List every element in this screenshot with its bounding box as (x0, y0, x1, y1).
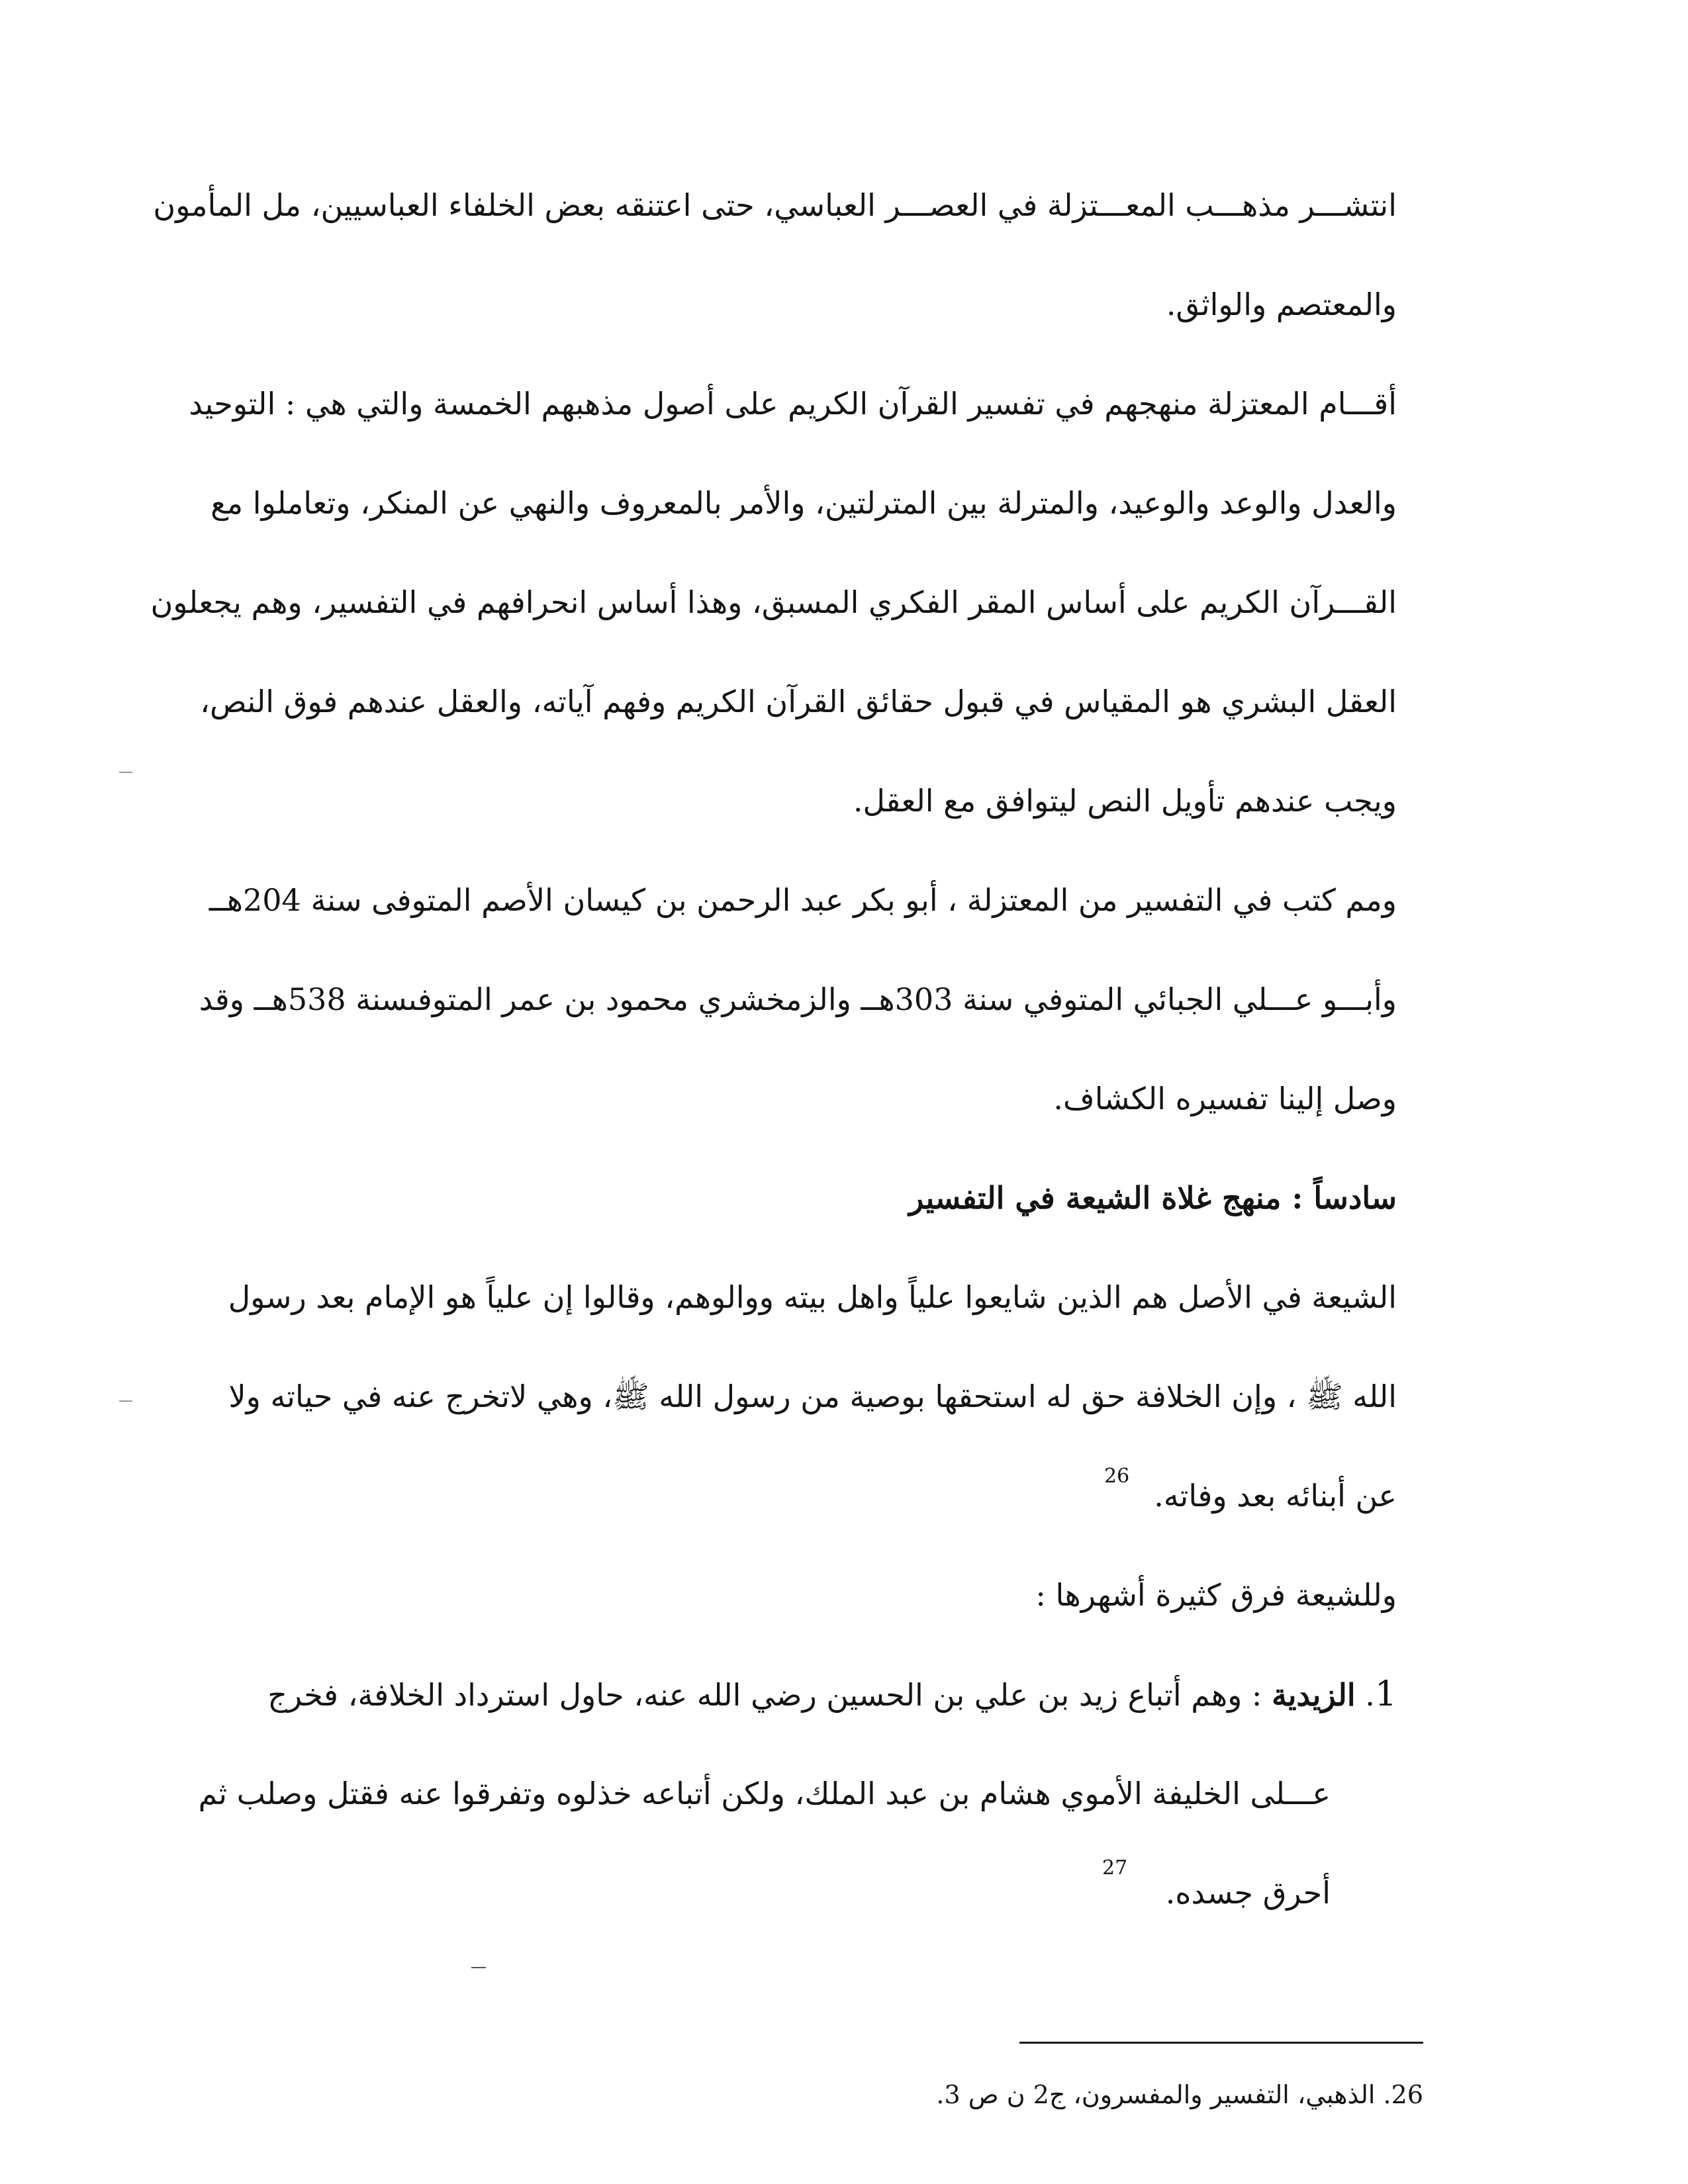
paragraph5-line1: وللشيعة فرق كثيرة أشهرها : (1035, 1577, 1397, 1613)
paragraph2-line1: أقـــام المعتزلة منهجهم في تفسير القرآن الكريم على أصول مذهبهم الخمسة والتي هي : التوحيد (189, 386, 1397, 422)
scan-speck (119, 1400, 132, 1402)
footnote-ref-26[interactable]: 26 (1104, 1465, 1130, 1488)
footnote-26: 26. الذهبي، التفسير والمفسرون، ج2 ن ص 3. (936, 2080, 1423, 2109)
paragraph3-line3: وصل إلينا تفسيره الكشاف. (1053, 1081, 1397, 1116)
list-item-term: الزيدية (1272, 1677, 1356, 1713)
paragraph2-line2: والعدل والوعد والوعيد، والمترلة بين المترلتين، والأمر بالمعروف والنهي عن المنكر، وتعاملوا مع (211, 485, 1397, 521)
paragraph3-line1: ومم كتب في التفسير من المعتزلة ، أبو بكر عبد الرحمن بن كيسان الأصم المتوفى سنة 204هــ (209, 882, 1397, 918)
scan-speck (471, 1967, 486, 1968)
paragraph4-line2: الله ﷺ ، وإن الخلافة حق له استحقها بوصية من رسول الله ﷺ، وهي لاتخرج عنه في حياته ولا (228, 1379, 1397, 1414)
scan-speck (119, 772, 132, 773)
list-item-line1-rest: : وهم أتباع زيد بن علي بن الحسين رضي الله عنه، حاول استرداد الخلافة، فخرج (267, 1677, 1272, 1713)
paragraph2-line5: ويجب عندهم تأويل النص ليتوافق مع العقل. (853, 783, 1397, 819)
footnote-separator (1019, 2042, 1423, 2044)
paragraph4-line1: الشيعة في الأصل هم الذين شايعوا علياً واهل بيته ووالوهم، وقالوا إن علياً هو الإمام بعد رسول (228, 1279, 1397, 1315)
paragraph3-line2: وأبـــو عـــلي الجبائي المتوفي سنة 303هــ والزمخشري محمود بن عمر المتوفىسنة 538هــ وقد (199, 981, 1397, 1017)
list-item-number: 1 (1374, 1674, 1397, 1714)
paragraph4-line3: عن أبنائه بعد وفاته. (1154, 1478, 1397, 1514)
paragraph1-line2: والمعتصم والواثق. (1166, 287, 1397, 322)
footnote-ref-27[interactable]: 27 (1102, 1856, 1128, 1880)
paragraph2-line4: العقل البشري هو المقياس في قبول حقائق القرآن الكريم وفهم آياته، والعقل عندهم فوق النص، (200, 684, 1397, 719)
paragraph2-line3: القـــرآن الكريم على أساس المقر الفكري المسبق، وهذا أساس انحرافهم في التفسير، وهم يجعلون (150, 584, 1397, 620)
list-item-1-line3: أحرق جسده. (1165, 1875, 1331, 1911)
list-item-1: 1. الزيدية : وهم أتباع زيد بن علي بن الحسين رضي الله عنه، حاول استرداد الخلافة، فخرج (267, 1674, 1397, 1714)
list-item-1-line2: عـــلى الخليفة الأموي هشام بن عبد الملك، ولكن أتباعه خذلوه وتفرقوا عنه فقتل وصلب ثم (198, 1776, 1331, 1811)
section-heading: سادساً : منهج غلاة الشيعة في التفسير (909, 1180, 1397, 1216)
paragraph1-line1: انتشـــر مذهـــب المعـــتزلة في العصـــر العباسي، حتى اعتنقه بعض الخلفاء العباسيين، مل المأمون (153, 187, 1397, 223)
